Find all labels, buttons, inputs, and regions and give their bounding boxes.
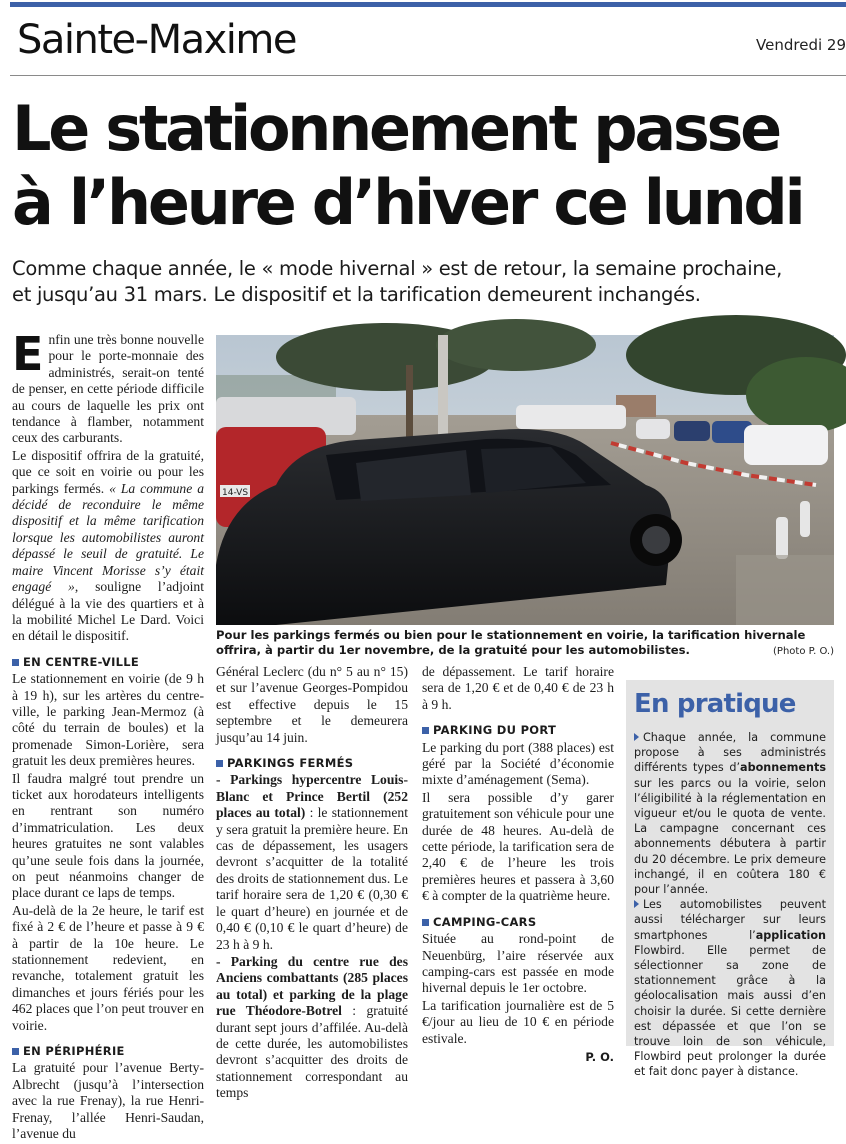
en-pratique-title: En pratique: [634, 689, 796, 719]
drop-cap: E: [12, 327, 44, 381]
lead-line-2: et jusqu’au 31 mars. Le dispositif et la tarification demeurent inchangés.: [12, 283, 701, 306]
section-title: Sainte-Maxime: [17, 17, 296, 63]
headline-line-1: Le stationnement passe: [12, 92, 779, 165]
centre-ville-p3: Au-delà de la 2e heure, le tarif est fixé à 2 € de l’heure et passe à 9 € à partir de la 10e heure. Le stationnement redevient, en revanche, totalement gratuit les dimanches et jours fériés pour les 462 places que l’on peut trouver en voirie.: [12, 902, 204, 1033]
column-1: [12, 327, 204, 1144]
intro-text: nfin une très bonne nouvelle pour le porte-monnaie des administrés, serait-on tenté de penser, en cette période difficile au cours de laquelle les prix ont tendance à flamber, notamment ceux des carburants.: [12, 332, 204, 446]
square-bullet-icon: [12, 1048, 19, 1055]
license-plate-text: 14-VS: [222, 488, 249, 498]
camping-p2: La tarification journalière est de 5 €/jour au lieu de 10 € en période estivale.: [422, 997, 614, 1046]
heading-camping-cars: CAMPING-CARS: [422, 914, 614, 930]
square-bullet-icon: [12, 659, 19, 666]
intro-paragraph-1: [12, 327, 204, 447]
en-pratique-box: [626, 680, 834, 1079]
intro-paragraph-2: [12, 448, 204, 645]
parking-photo: [216, 335, 834, 625]
column-3: [422, 664, 614, 1065]
heading-peripherie: EN PÉRIPHÉRIE: [12, 1043, 204, 1059]
issue-date: Vendredi 29: [756, 36, 846, 54]
lead-line-1: Comme chaque année, le « mode hivernal » est de retour, la semaine prochaine,: [12, 257, 782, 280]
en-pratique-abonnements: Chaque année, la commune propose à ses administrés différents types d’abonnements sur les parcs ou la voirie, selon l’éligibilité à la réglementation en vigueur et/ou le quota de vente. La campagne concernant ces abonnements débutera à partir du 20 décembre. Le prix demeure inchangé, il en coûtera 180 € pour l’année.: [634, 731, 826, 897]
centre-ville-p2: Il faudra malgré tout prendre un ticket aux horodateurs intelligents en rentrant son numéro d’immatriculation. Les deux heures gratuites ne sont valables qu’une seule fois dans la journée, on peut néanmoins changer de place durant ce laps de temps.: [12, 770, 204, 901]
parkings-fermes-continued: de dépassement. Le tarif horaire sera de 1,20 € et de 0,40 € de 23 h à 9 h.: [422, 664, 614, 712]
intro-p2-start: Le dispositif offrira de la gratuité, que ce soit en voirie ou pour les parkings fermés.: [12, 447, 204, 496]
centre-ville-p1: Le stationnement en voirie (de 9 h à 19 h), sur les artères du centre-ville, le parking Jean-Mermoz (à côté du terrain de boules) et la promenade Simon-Lorière, sera gratuit les deux premières heures.: [12, 671, 204, 769]
article-lead: [12, 256, 846, 308]
square-bullet-icon: [422, 919, 429, 926]
en-pratique-application: Les automobilistes peuvent aussi télécharger sur leurs smartphones l’application Flowbird. Elle permet de sélectionner sa zone de stationnement grâce à la géolocalisation mais aussi d’en choisir la durée. Si cette dernière est dépassée et que l’on se trouve loin de son véhicule, Flowbird peut prolonger la durée et fait donc payer à distance.: [634, 898, 826, 1079]
port-p1: Le parking du port (388 places) est géré par la Société d’économie mixte d’aménagement (Sema).: [422, 739, 614, 788]
peripherie-p1: La gratuité pour l’avenue Berty-Albrecht (jusqu’à l’intersection avec la rue Frenay), la rue Henri-Frenay, l’allée Henri-Saudan, l’avenue du: [12, 1060, 204, 1142]
parkings-fermes-item-1: - Parkings hypercentre Louis-Blanc et Prince Bertil (252 places au total) : le stationnement y sera gratuit la première heure. En cas de dépassement, les usagers devront s’acquitter de la totalité des droits de stationnement dus. Le tarif horaire sera de 1,20 € (0,30 € le quart d’heure) en journée et de 0,40 € (0,10 € le quart d’heure) de 23 h à 9 h.: [216, 772, 408, 952]
square-bullet-icon: [422, 727, 429, 734]
column-2: [216, 664, 408, 1103]
intro-p2-end: , souligne l’adjoint délégué à la vie des quartiers et à la mobilité Michel Le Dard. Voici en détail le dispositif.: [12, 579, 204, 644]
triangle-bullet-icon: [634, 900, 639, 908]
heading-centre-ville: EN CENTRE-VILLE: [12, 654, 204, 670]
triangle-bullet-icon: [634, 733, 639, 741]
photo-credit: (Photo P. O.): [773, 646, 834, 657]
peripherie-p2: Général Leclerc (du n° 5 au n° 15) et sur l’avenue Georges-Pompidou est effective depuis le 15 septembre et le demeurera jusqu’au 14 juin.: [216, 664, 408, 745]
heading-parkings-fermes: PARKINGS FERMÉS: [216, 755, 408, 771]
camping-p1: Située au rond-point de Neuenbürg, l’aire réservée aux camping-cars est passée en mode hivernal depuis le 1er octobre.: [422, 931, 614, 996]
photo-caption: Pour les parkings fermés ou bien pour le stationnement en voirie, la tarification hivernale offrira, à partir du 1er novembre, de la gratuité pour les automobilistes.: [216, 628, 806, 657]
parkings-fermes-item-2: - Parking du centre rue des Anciens combattants (285 places au total) et parking de la plage rue Théodore-Botrel : gratuité durant sept jours d’affilée. Au-delà de cette durée, les automobilistes devront s’acquitter des droits de stationnement correspondant au temps: [216, 953, 408, 1101]
top-accent-bar: [10, 2, 846, 7]
author-signature: P. O.: [585, 1049, 614, 1064]
port-p2: Il sera possible d’y garer gratuitement son véhicule pour une durée de 48 heures. Au-delà de cette période, la tarification sera de 2,40 € de l’heure les trois premières heures et passera à 3,60 € à compter de la quatrième heure.: [422, 789, 614, 904]
heading-parking-port: PARKING DU PORT: [422, 722, 614, 738]
headline-line-2: à l’heure d’hiver ce lundi: [12, 166, 803, 239]
mayor-quote: « La commune a décidé de reconduire le même dispositif et la même tarification lorsque les automobilistes auront dépassé le seuil de gratuité. Le maire Vincent Morisse s’y était engagé »: [12, 480, 204, 595]
square-bullet-icon: [216, 760, 223, 767]
headline: [12, 92, 846, 240]
header-divider: [10, 75, 846, 76]
